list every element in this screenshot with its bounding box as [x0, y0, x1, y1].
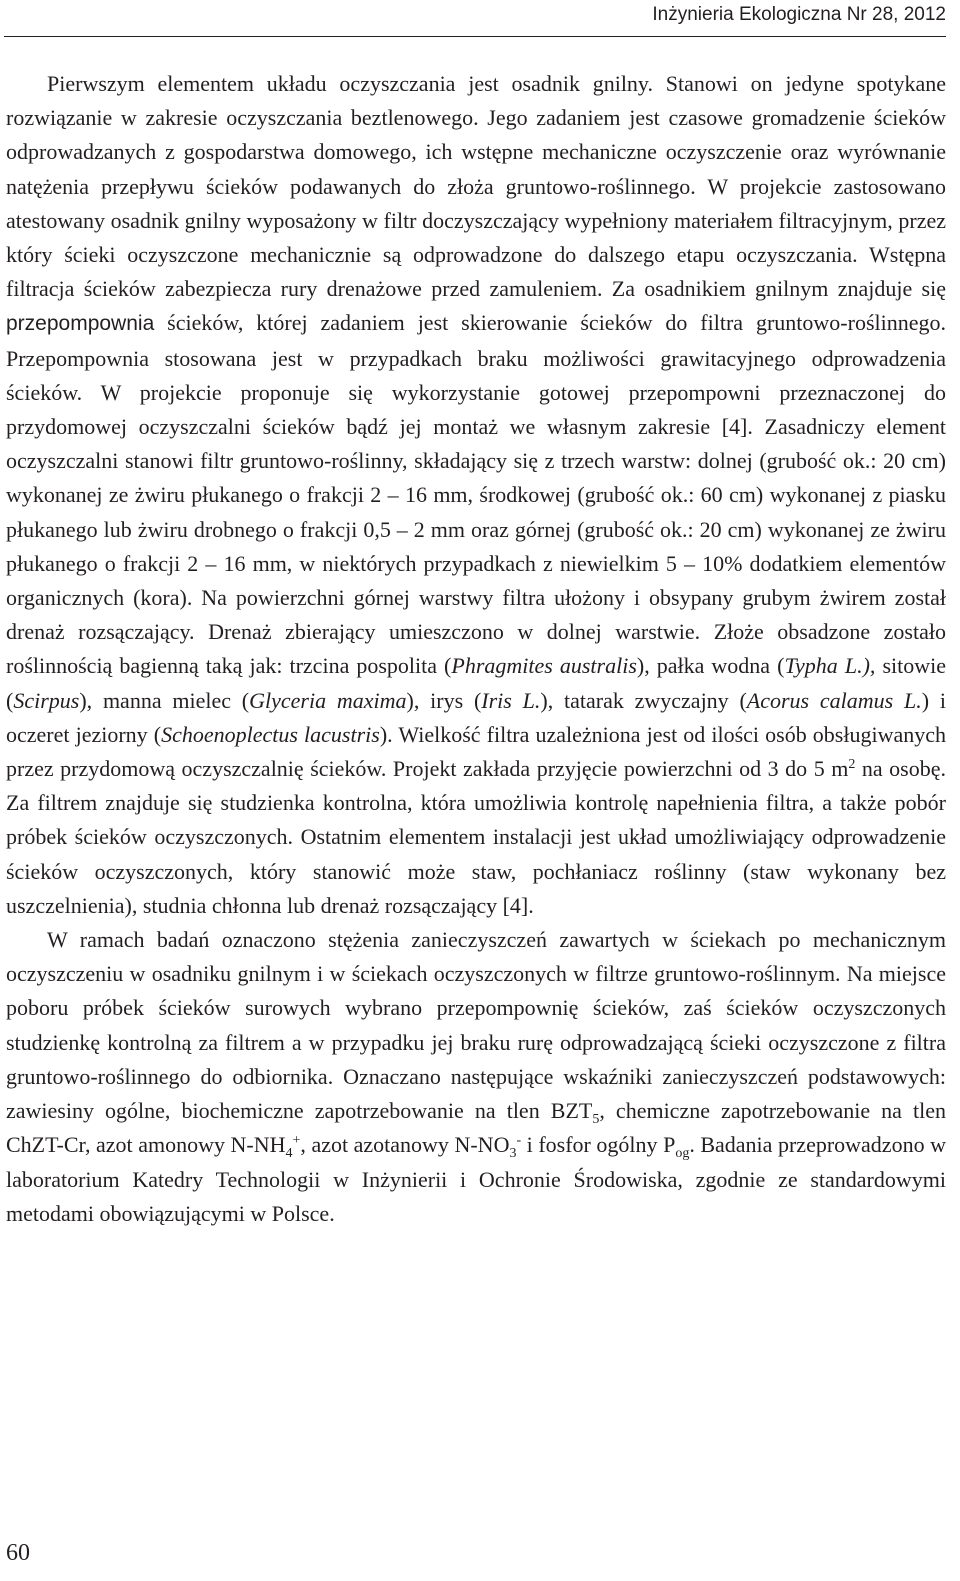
term-highlight: przepompownia — [6, 312, 155, 336]
species-name: Acorus calamus L. — [746, 687, 922, 713]
text-run: ścieków, której zadaniem jest skierowanie ścieków do filtra gruntowo-roślinnego. Przepompownia stosowana jest w przypadkach braku możliwości grawitacyjnego odprowadzenia ścieków. W projekcie proponuje się wykorzystanie gotowej przepompowni przeznaczonej do przydomowej oczyszczalni ścieków bądź jej montaż we własnym zakresie [4]. Zasadniczy element oczyszczalni stanowi filtr gruntowo-roślinny, składający się z trzech warstw: dolnej (grubość ok.: 20 cm) wykonanej ze żwiru płukanego o frakcji 2 – 16 mm, środkowej (grubość ok.: 60 cm) wykonanej z piasku płukanego lub żwiru drobnego o frakcji 0,5 – 2 mm oraz górnej (grubość ok.: 20 cm) wykonanej ze żwiru płukanego o frakcji 2 – 16 mm, w niektórych przypadkach z niewielkim 5 – 10% dodatkiem elementów organicznych (kora). Na powierzchni górnej warstwy filtra ułożony i obsypany grubym żwirem został drenaż rozsączający. Drenaż zbierający umieszczono w dolnej warstwie. Złoże obsadzone zostało roślinnością bagienną taką jak: trzcina pospolita ( — [6, 310, 946, 679]
text-run: sitowie ( — [6, 653, 946, 713]
text-run: ), manna mielec ( — [79, 687, 250, 713]
superscript: - — [516, 1133, 522, 1149]
header-rule — [4, 36, 946, 37]
text-run: ), tatarak zwyczajny ( — [540, 687, 747, 713]
subscript: og — [675, 1146, 690, 1162]
running-head: Inżynieria Ekologiczna Nr 28, 2012 — [652, 4, 946, 25]
species-name: Scirpus — [13, 687, 80, 713]
text-run: ), pałka wodna ( — [636, 653, 785, 679]
body-text — [6, 67, 946, 1231]
species-name: Typha L.), — [784, 653, 876, 679]
superscript: 2 — [848, 757, 856, 773]
species-name: Phragmites australis — [451, 653, 637, 679]
text-run: ), irys ( — [406, 687, 482, 713]
species-name: Schoenoplectus lacustris — [161, 721, 380, 747]
text-run: i fosfor ogólny P — [521, 1132, 676, 1158]
text-run: W ramach badań oznaczono stężenia zanieczyszczeń zawartych w ściekach po mechanicznym oczyszczeniu w osadniku gnilnym i w ściekach oczyszczonych w filtrze gruntowo-roślinnym. Na miejsce poboru próbek ścieków surowych wybrano przepompownię ścieków, zaś ścieków oczyszczonych studzienkę kontrolną za filtrem a w przypadku jej braku rurę odprowadzającą ścieki oczyszczone z filtra gruntowo-roślinnego do odbiornika. Oznaczano następujące wskaźniki zanieczyszczeń podstawowych: zawiesiny ogólne, biochemiczne zapotrzebowanie na tlen BZT — [6, 927, 946, 1124]
text-run: . Badania przeprowadzono w laboratorium Katedry Technologii w Inżynierii i Ochronie Środowiska, zgodnie ze standardowymi metodami obowiązującymi w Polsce. — [6, 1132, 947, 1226]
text-run: ). Wielkość filtra uzależniona jest od ilości osób obsługiwanych przez przydomową oczyszczalnię ścieków. Projekt zakłada przyjęcie powierzchni od 3 do 5 m — [6, 721, 946, 782]
text-run: ) i oczeret jeziorny ( — [6, 687, 946, 747]
paragraph-2 — [6, 923, 946, 1231]
page-number: 60 — [6, 1540, 30, 1566]
subscript: 5 — [592, 1112, 600, 1128]
text-run: na osobę. Za filtrem znajduje się studzienka kontrolna, która umożliwia kontrolę napełnienia filtra, a także pobór próbek ścieków oczyszczonych. Ostatnim elementem instalacji jest układ umożliwiający odprowadzenie ścieków oczyszczonych, który stanowić może staw, pochłaniacz roślinny (staw wykonany bez uszczelnienia), studnia chłonna lub drenaż rozsączający [4]. — [6, 756, 946, 918]
superscript: + — [292, 1133, 301, 1149]
species-name: Glyceria maxima — [249, 687, 407, 713]
species-name: Iris L. — [481, 687, 541, 713]
text-run: , chemiczne zapotrzebowanie na tlen ChZT-Cr, azot amonowy N-NH — [6, 1098, 947, 1158]
paragraph-1 — [6, 67, 946, 923]
subscript: 4 — [285, 1146, 293, 1162]
text-run: Pierwszym elementem układu oczyszczania jest osadnik gnilny. Stanowi on jedyne spotykane rozwiązanie w zakresie oczyszczania beztlenowego. Jego zadaniem jest czasowe gromadzenie ścieków odprowadzanych z gospodarstwa domowego, ich wstępne mechaniczne oczyszczenie oraz wyrównanie natężenia przepływu ścieków podawanych do złoża gruntowo-roślinnego. W projekcie zastosowano atestowany osadnik gnilny wyposażony w filtr doczyszczający wypełniony materiałem filtracyjnym, przez który ścieki oczyszczone mechanicznie są odprowadzone do dalszego etapu oczyszczania. Wstępna filtracja ścieków zabezpiecza rury drenażowe przed zamuleniem. Za osadnikiem gnilnym znajduje się — [6, 71, 946, 302]
subscript: 3 — [509, 1146, 517, 1162]
text-run: , azot azotanowy N-NO — [300, 1132, 510, 1158]
